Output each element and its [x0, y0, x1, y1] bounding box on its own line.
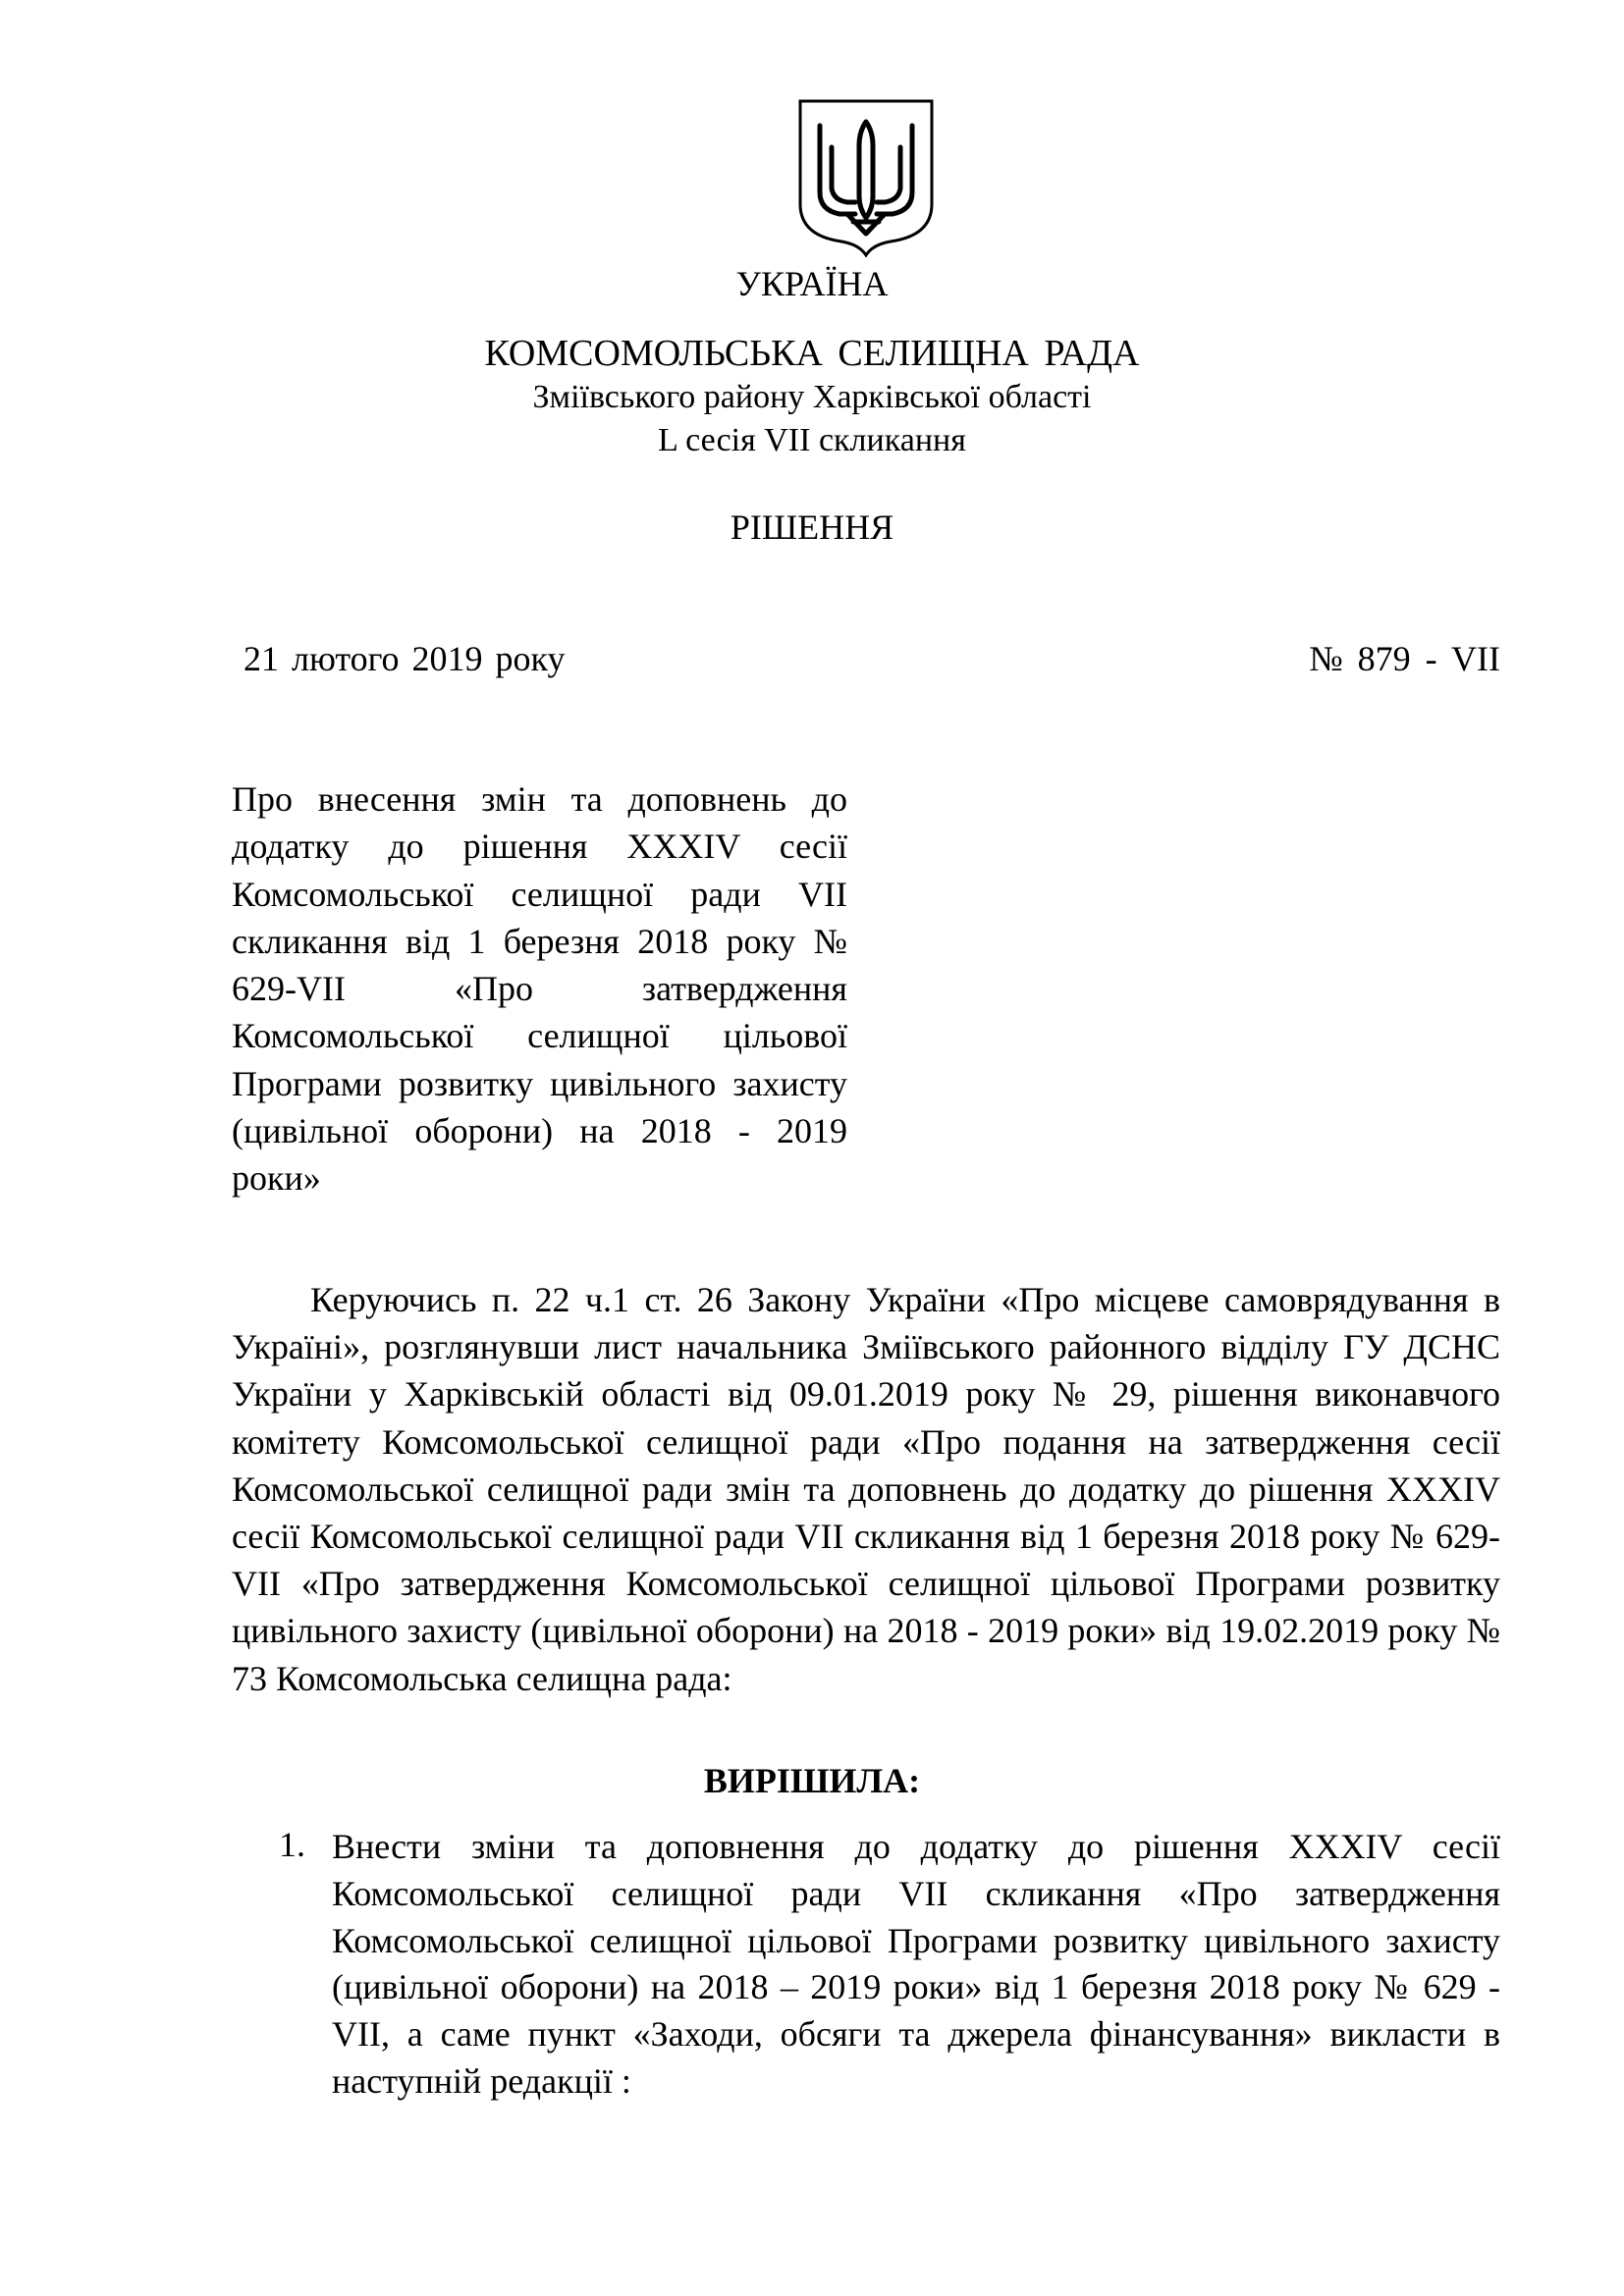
council-name: КОМСОМОЛЬСЬКА СЕЛИЩНА РАДА: [484, 333, 1140, 374]
item-text: Внести зміни та доповнення до додатку до рішення XXXIV сесії Комсомольської селищної ради VII скликання «Про затвердження Комсомольської селищної цільової Програми розвитку цивільного захисту (цивільної оборони) на 2018 – 2019 роки» від 1 березня 2018 року № 629 - VII, а саме пункт «Заходи, обсяги та джерела фінансування» викласти в наступній редакції :: [332, 1827, 1500, 2101]
decided-heading: ВИРІШИЛА:: [703, 1761, 921, 1800]
coat-of-arms-icon: [796, 98, 936, 257]
district-line: Зміївського району Харківської області: [532, 379, 1092, 415]
decision-subject: Про внесення змін та доповнень до додатку до рішення XXXIV сесії Комсомольської селищної ради VII скликання від 1 березня 2018 року № 629-VII «Про затвердження Комсомольської селищної цільової Програми розвитку цивільного захисту (цивільної оборони) на 2018 - 2019 роки»: [232, 779, 847, 1199]
decision-date: 21 лютого 2019 року: [244, 639, 566, 678]
decision-number: № 879 - VII: [1309, 639, 1500, 678]
item-number: 1.: [279, 1825, 305, 1864]
country-name: УКРАЇНА: [735, 264, 889, 303]
session-line: L сесія VII скликання: [658, 422, 966, 458]
legal-basis-paragraph: Керуючись п. 22 ч.1 ст. 26 Закону України «Про місцеве самоврядування в Україні», розглянувши лист начальника Зміївського районного відділу ГУ ДСНС України у Харківській області від 09.01.2019 року № 29, рішення виконавчого комітету Комсомольської селищної ради «Про подання на затвердження сесії Комсомольської селищної ради змін та доповнень до додатку до рішення XXXIV сесії Комсомольської селищної ради VII скликання від 1 березня 2018 року № 629-VII «Про затвердження Комсомольської селищної цільової Програми розвитку цивільного захисту (цивільної оборони) на 2018 - 2019 роки» від 19.02.2019 року № 73 Комсомольська селищна рада:: [232, 1280, 1500, 1698]
document-type: РІШЕННЯ: [730, 507, 894, 547]
